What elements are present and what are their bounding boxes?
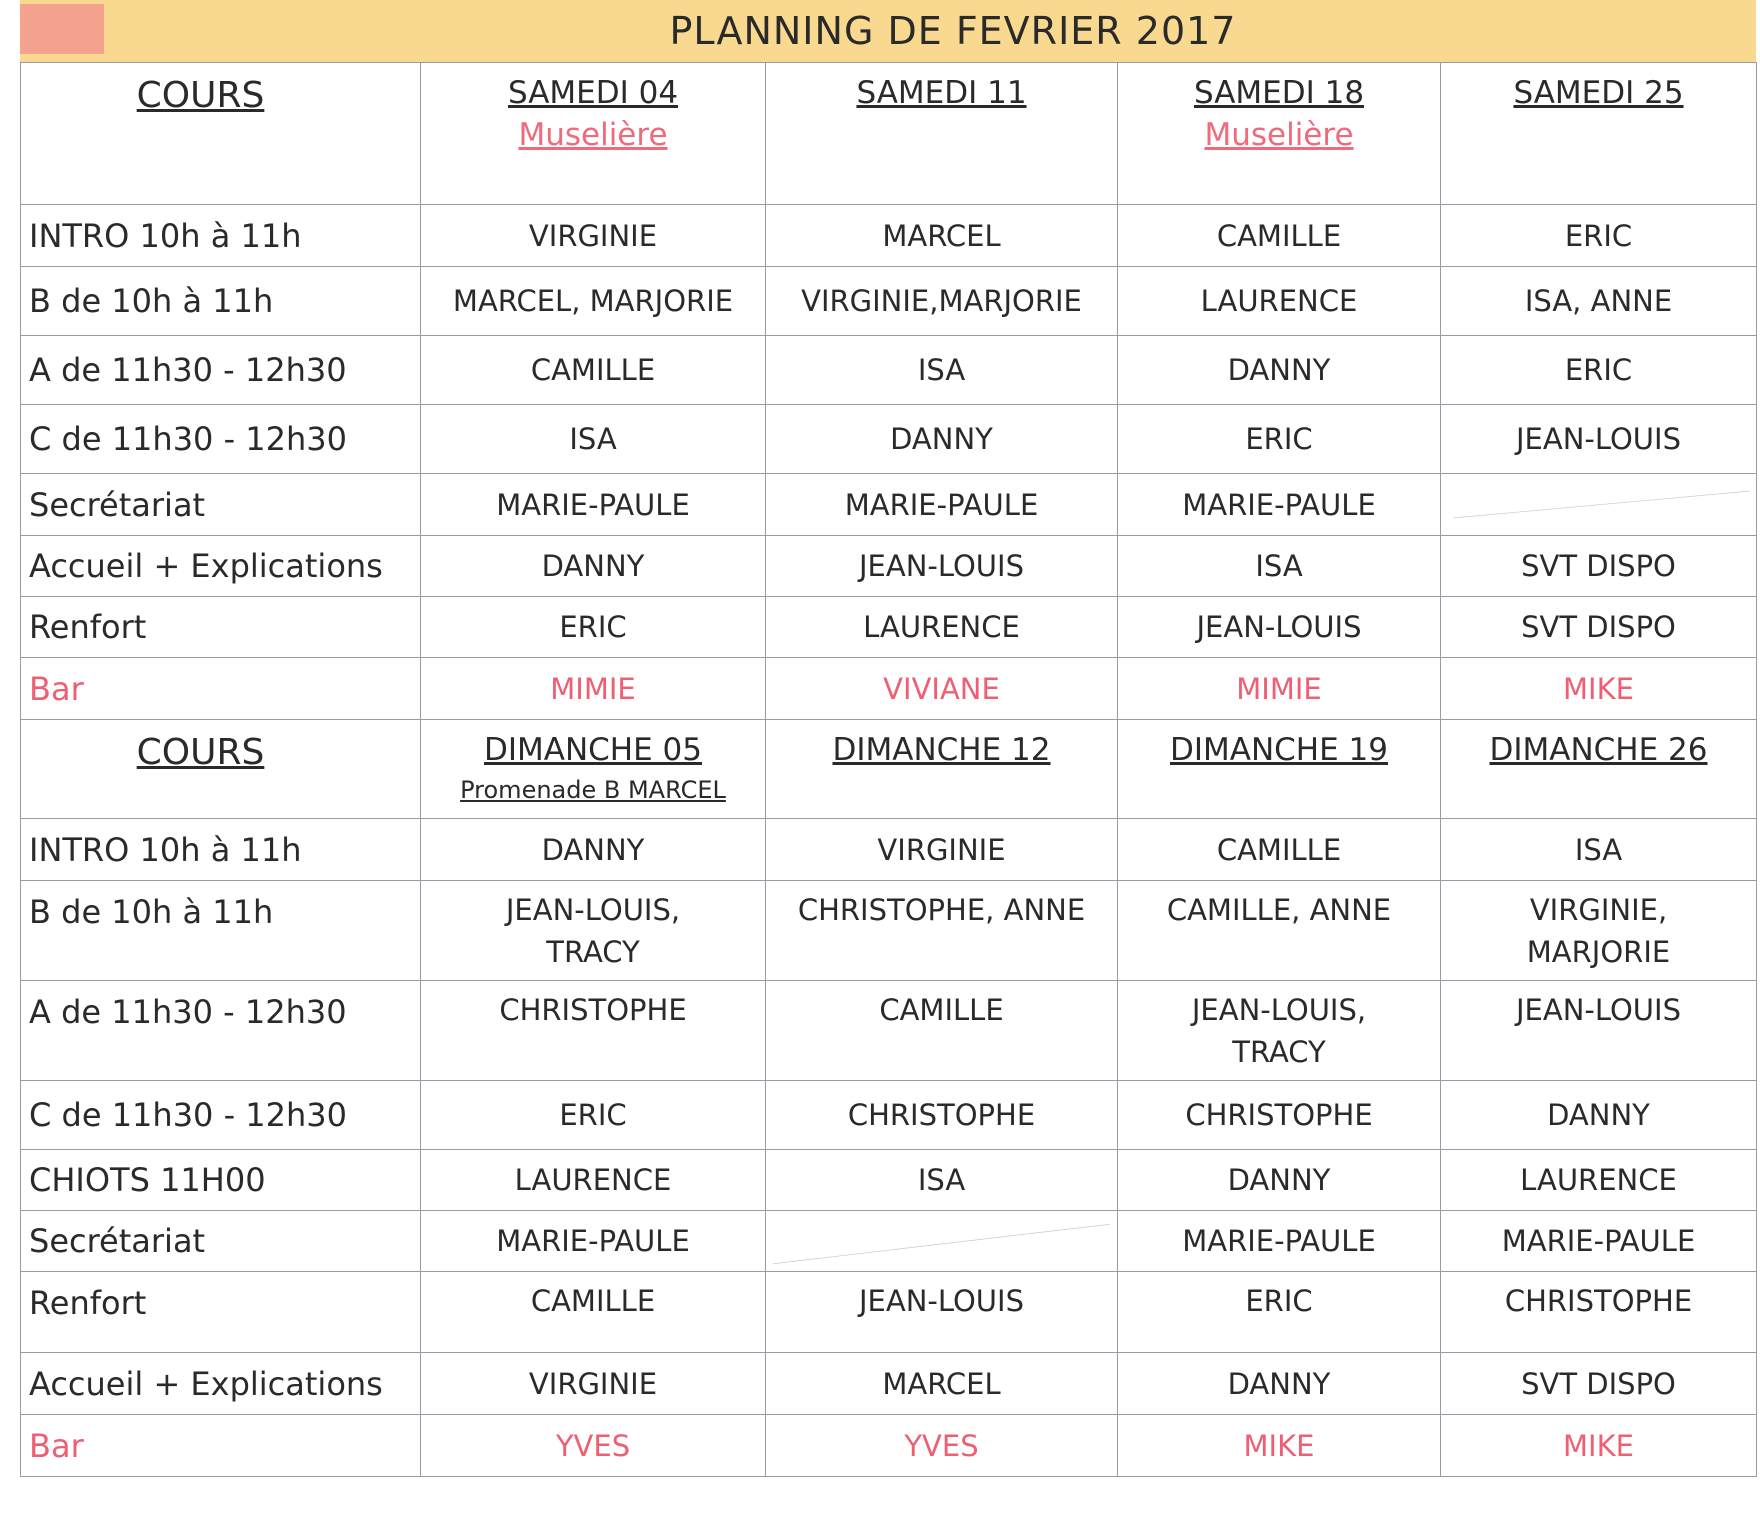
assignment-cell: ISA — [1118, 536, 1441, 597]
assignment-cell: MARIE-PAULE — [1118, 1211, 1441, 1272]
assignment-cell: DANNY — [421, 819, 766, 881]
assignment-cell: DANNY — [1118, 1150, 1441, 1211]
row-label: Accueil + Explications — [21, 536, 421, 597]
row-label: Renfort — [21, 1272, 421, 1353]
slash-mark — [1441, 474, 1756, 535]
table-row — [21, 1415, 1757, 1477]
assignment-cell: ISA — [766, 336, 1118, 405]
saturday-header-row — [21, 63, 1757, 205]
table-row — [21, 405, 1757, 474]
assignment-cell: JEAN-LOUIS — [1441, 981, 1757, 1081]
table-row — [21, 1353, 1757, 1415]
assignment-cell: YVES — [421, 1415, 766, 1477]
row-label: CHIOTS 11H00 — [21, 1150, 421, 1211]
assignment-cell: VIVIANE — [766, 658, 1118, 720]
assignment-cell: SVT DISPO — [1441, 536, 1757, 597]
assignment-cell: MARIE-PAULE — [421, 1211, 766, 1272]
row-label: C de 11h30 - 12h30 — [21, 405, 421, 474]
schedule-table — [20, 62, 1757, 1477]
table-row — [21, 267, 1757, 336]
assignment-cell: ISA, ANNE — [1441, 267, 1757, 336]
assignment-cell: CHRISTOPHE — [766, 1081, 1118, 1150]
assignment-cell: MARIE-PAULE — [421, 474, 766, 536]
assignment-cell: ERIC — [1118, 405, 1441, 474]
assignment-cell: CAMILLE, ANNE — [1118, 881, 1441, 981]
assignment-cell: JEAN-LOUIS, TRACY — [1118, 981, 1441, 1081]
row-label: Accueil + Explications — [21, 1353, 421, 1415]
sunday-header-row — [21, 720, 1757, 819]
assignment-cell: VIRGINIE — [421, 1353, 766, 1415]
assignment-cell: LAURENCE — [1441, 1150, 1757, 1211]
table-row — [21, 1150, 1757, 1211]
table-row — [21, 536, 1757, 597]
assignment-cell: ERIC — [1441, 205, 1757, 267]
table-row — [21, 1272, 1757, 1353]
saturday-day-2: SAMEDI 11 — [766, 63, 1118, 205]
assignment-cell: MARCEL — [766, 205, 1118, 267]
assignment-cell: ERIC — [421, 597, 766, 658]
assignment-cell: CHRISTOPHE, ANNE — [766, 881, 1118, 981]
title-banner — [20, 0, 1756, 63]
table-row — [21, 1211, 1757, 1272]
slash-mark — [766, 1211, 1117, 1271]
sunday-day-2: DIMANCHE 12 — [766, 720, 1118, 819]
assignment-cell: JEAN-LOUIS — [1441, 405, 1757, 474]
assignment-cell: DANNY — [1441, 1081, 1757, 1150]
page-title: PLANNING DE FEVRIER 2017 — [669, 9, 1237, 53]
sunday-day-3: DIMANCHE 19 — [1118, 720, 1441, 819]
assignment-cell: MIKE — [1441, 1415, 1757, 1477]
assignment-cell: YVES — [766, 1415, 1118, 1477]
row-label: INTRO 10h à 11h — [21, 819, 421, 881]
row-label: Secrétariat — [21, 474, 421, 536]
table-row — [21, 981, 1757, 1081]
assignment-cell: DANNY — [766, 405, 1118, 474]
assignment-cell: MARIE-PAULE — [1118, 474, 1441, 536]
assignment-cell: CAMILLE — [421, 1272, 766, 1353]
assignment-cell: ISA — [1441, 819, 1757, 881]
assignment-cell: CHRISTOPHE — [421, 981, 766, 1081]
row-label: Renfort — [21, 597, 421, 658]
assignment-cell: MIKE — [1118, 1415, 1441, 1477]
row-label: B de 10h à 11h — [21, 267, 421, 336]
row-label: A de 11h30 - 12h30 — [21, 981, 421, 1081]
assignment-cell: MARCEL — [766, 1353, 1118, 1415]
row-label: Bar — [21, 1415, 421, 1477]
assignment-cell: MARCEL, MARJORIE — [421, 267, 766, 336]
table-row — [21, 658, 1757, 720]
assignment-cell: VIRGINIE — [421, 205, 766, 267]
assignment-cell: JEAN-LOUIS — [1118, 597, 1441, 658]
assignment-cell: JEAN-LOUIS — [766, 1272, 1118, 1353]
assignment-cell: ERIC — [1441, 336, 1757, 405]
row-label: A de 11h30 - 12h30 — [21, 336, 421, 405]
assignment-cell: ERIC — [1118, 1272, 1441, 1353]
table-row — [21, 474, 1757, 536]
sunday-day-4: DIMANCHE 26 — [1441, 720, 1757, 819]
cours-heading: COURS — [21, 63, 421, 205]
assignment-cell: CAMILLE — [1118, 205, 1441, 267]
assignment-cell: SVT DISPO — [1441, 597, 1757, 658]
assignment-cell: VIRGINIE,MARJORIE — [766, 267, 1118, 336]
assignment-cell: MARIE-PAULE — [1441, 1211, 1757, 1272]
row-label: Bar — [21, 658, 421, 720]
assignment-cell: DANNY — [1118, 336, 1441, 405]
table-row — [21, 597, 1757, 658]
assignment-cell: ISA — [421, 405, 766, 474]
row-label: Secrétariat — [21, 1211, 421, 1272]
row-label: C de 11h30 - 12h30 — [21, 1081, 421, 1150]
empty-slash-cell — [766, 1211, 1118, 1272]
assignment-cell: LAURENCE — [1118, 267, 1441, 336]
assignment-cell: MIMIE — [1118, 658, 1441, 720]
saturday-day-3: SAMEDI 18 Muselière — [1118, 63, 1441, 205]
assignment-cell: JEAN-LOUIS, TRACY — [421, 881, 766, 981]
saturday-day-1: SAMEDI 04 Muselière — [421, 63, 766, 205]
row-label: INTRO 10h à 11h — [21, 205, 421, 267]
assignment-cell: CAMILLE — [1118, 819, 1441, 881]
assignment-cell: ISA — [766, 1150, 1118, 1211]
assignment-cell: MIMIE — [421, 658, 766, 720]
assignment-cell: CAMILLE — [421, 336, 766, 405]
assignment-cell: VIRGINIE — [766, 819, 1118, 881]
assignment-cell: JEAN-LOUIS — [766, 536, 1118, 597]
sunday-day-1: DIMANCHE 05 Promenade B MARCEL — [421, 720, 766, 819]
assignment-cell: SVT DISPO — [1441, 1353, 1757, 1415]
assignment-cell: MIKE — [1441, 658, 1757, 720]
assignment-cell: LAURENCE — [421, 1150, 766, 1211]
assignment-cell: CAMILLE — [766, 981, 1118, 1081]
assignment-cell: CHRISTOPHE — [1118, 1081, 1441, 1150]
assignment-cell: DANNY — [1118, 1353, 1441, 1415]
saturday-day-4: SAMEDI 25 — [1441, 63, 1757, 205]
table-row — [21, 819, 1757, 881]
empty-slash-cell — [1441, 474, 1757, 536]
table-row — [21, 205, 1757, 267]
row-label: B de 10h à 11h — [21, 881, 421, 981]
assignment-cell: MARIE-PAULE — [766, 474, 1118, 536]
table-row — [21, 1081, 1757, 1150]
assignment-cell: DANNY — [421, 536, 766, 597]
table-row — [21, 336, 1757, 405]
assignment-cell: VIRGINIE, MARJORIE — [1441, 881, 1757, 981]
table-row — [21, 881, 1757, 981]
assignment-cell: LAURENCE — [766, 597, 1118, 658]
assignment-cell: CHRISTOPHE — [1441, 1272, 1757, 1353]
cours-heading: COURS — [21, 720, 421, 819]
assignment-cell: ERIC — [421, 1081, 766, 1150]
